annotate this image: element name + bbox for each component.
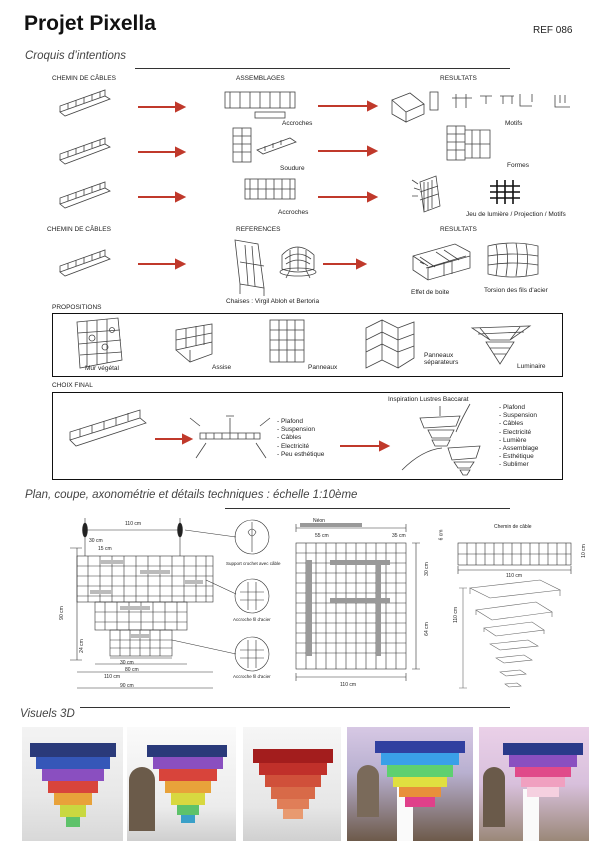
render-image-2 xyxy=(127,727,236,841)
reference-number: REF 086 xyxy=(533,25,573,36)
proposition-label-assise: Assise xyxy=(212,364,232,371)
list-item: - Sublimer xyxy=(499,461,529,469)
col-header-chemin: CHEMIN DE CÂBLES xyxy=(52,75,116,82)
list-item: - Electricité xyxy=(499,428,532,436)
dim-label: 110 cm xyxy=(453,606,460,624)
caption-motifs: Motifs xyxy=(505,120,523,127)
proposition-label-panneaux: Panneaux xyxy=(308,364,338,371)
detail-label: Accroche fil d'acier xyxy=(233,617,271,622)
dim-label: 110 cm xyxy=(125,521,142,527)
dim-label: 55 cm xyxy=(315,533,329,539)
list-item: - Peu esthétique xyxy=(277,450,325,458)
dim-label: 110 cm xyxy=(506,573,523,579)
dim-label: 110 cm xyxy=(340,682,357,688)
section-title-visuels: Visuels 3D xyxy=(20,708,75,720)
dim-label: 10 cm xyxy=(580,544,587,558)
caption-soudure: Soudure xyxy=(280,165,305,172)
choix-final-label: CHOIX FINAL xyxy=(52,382,93,389)
render-image-1 xyxy=(22,727,123,841)
render-image-4 xyxy=(347,727,473,841)
list-item: - Lumière xyxy=(499,436,527,444)
axonometry-drawing xyxy=(459,580,560,688)
list-item: - Suspension xyxy=(277,426,315,434)
col-header-resultats: RESULTATS xyxy=(440,75,477,82)
caption-accroches-1: Accroches xyxy=(282,120,313,127)
dim-label: 30 cm xyxy=(423,562,430,576)
dim-label: 30 cm xyxy=(89,538,103,544)
detail-support-crochet xyxy=(185,520,269,554)
list-item: - Plafond xyxy=(499,404,526,411)
dim-label: 30 cm xyxy=(120,660,134,666)
list-item: - Electricité xyxy=(277,442,310,450)
section-title-croquis: Croquis d’intentions xyxy=(25,50,127,62)
dim-label: 64 cm xyxy=(423,622,430,636)
dim-label: 24 cm xyxy=(78,639,85,653)
proposition-label-mur: Mur végétal xyxy=(85,365,119,372)
dim-label: 6 cm xyxy=(438,529,445,541)
detail-label: Support crochet avec câble xyxy=(226,561,281,566)
caption-formes: Formes xyxy=(507,162,530,169)
render-image-3 xyxy=(243,727,341,841)
dim-label: 90 cm xyxy=(58,606,65,620)
dim-label: Néon xyxy=(313,518,325,524)
render-image-5 xyxy=(479,727,589,841)
inspiration-caption: Inspiration Lustres Baccarat xyxy=(388,396,469,403)
detail-accroche-1 xyxy=(206,579,269,613)
list-item: - Suspension xyxy=(499,412,537,420)
propositions-label: PROPOSITIONS xyxy=(52,304,102,311)
col-header-references: REFERENCES xyxy=(236,226,281,233)
caption-effet-de-boite: Effet de boite xyxy=(411,289,450,296)
detail-label: Accroche fil d'acier xyxy=(233,674,271,679)
caption-jeu-de-lumiere: Jeu de lumière / Projection / Motifs xyxy=(466,211,566,218)
section-title-plan: Plan, coupe, axonométrie et détails techniques : échelle 1:10ème xyxy=(25,489,358,501)
cable-tray-section xyxy=(458,543,571,574)
col-header-resultats-2: RESULTATS xyxy=(440,226,477,233)
caption-references: Chaises : Virgil Abloh et Bertoria xyxy=(226,298,320,305)
section-rule xyxy=(80,707,510,708)
list-item: - Câbles xyxy=(499,420,524,428)
proposition-label-luminaire: Luminaire xyxy=(517,363,546,370)
page-title: Projet Pixella xyxy=(24,12,156,35)
dim-label: 35 cm xyxy=(392,533,406,539)
col-header-assemblages: ASSEMBLAGES xyxy=(236,75,285,82)
list-item: - Esthétique xyxy=(499,453,534,461)
dim-label: 90 cm xyxy=(120,683,134,689)
col-header-chemin-2: CHEMIN DE CÂBLES xyxy=(47,226,111,233)
list-item: - Câbles xyxy=(277,434,302,442)
list-item: - Assemblage xyxy=(499,445,539,453)
caption-torsion: Torsion des fils d'acier xyxy=(484,287,548,294)
proposition-label-separateurs: Panneaux séparateurs xyxy=(424,352,459,366)
dim-label: 80 cm xyxy=(125,667,139,673)
dim-label: 15 cm xyxy=(98,546,112,552)
caption-accroches-2: Accroches xyxy=(278,209,309,216)
dim-label: Chemin de câble xyxy=(494,524,532,530)
detail-accroche-2 xyxy=(172,637,269,671)
dim-label: 110 cm xyxy=(104,674,121,680)
list-item: - Plafond xyxy=(277,418,304,425)
